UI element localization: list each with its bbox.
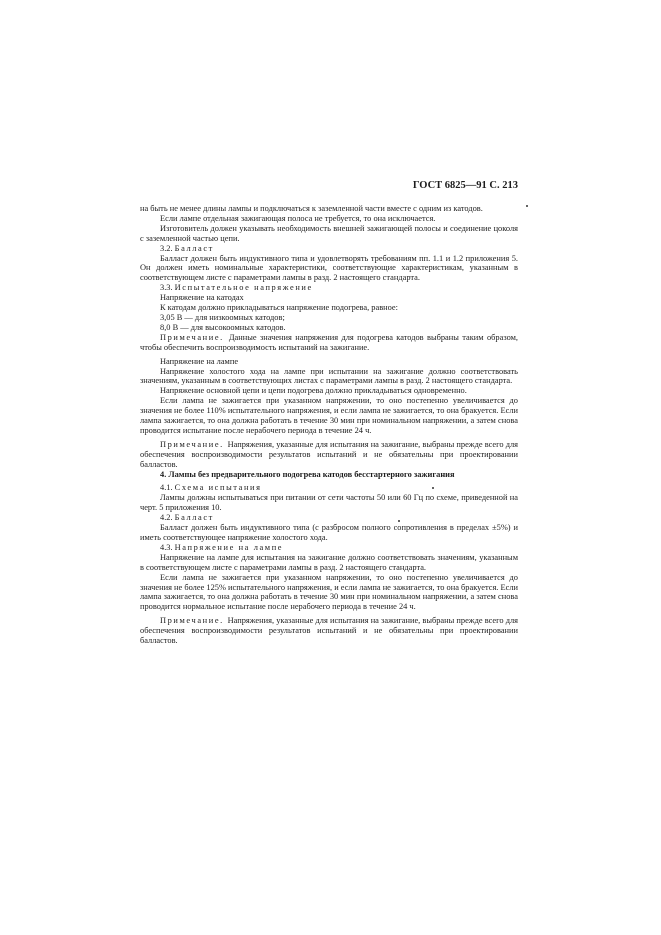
paragraph: К катодам должно прикладываться напряжение подогрева, равное:	[160, 303, 398, 313]
page-header: ГОСТ 6825—91 С. 213	[412, 180, 518, 191]
section-heading: 3.2. Балласт	[160, 243, 214, 253]
paragraph: Лампы должны испытываться при питании от сети частоты 50 или 60 Гц по схеме, приведенной на черт. 5 приложения 10.	[140, 493, 518, 513]
note: Примечание. Напряжения, указанные для испытания на зажигание, выбраны прежде всего для обеспечения воспроизводимости результатов испытаний и не обязательны при проектировании балластов.	[140, 616, 518, 646]
subheading: Напряжение на катодах	[160, 293, 244, 303]
paragraph: Изготовитель должен указывать необходимость внешней зажигающей полосы и соединение цоколя с заземленной частью цепи.	[140, 223, 518, 243]
document-body	[140, 204, 518, 646]
paragraph: Балласт должен быть индуктивного типа и удовлетворять требованиям пп. 1.1 и 1.2 приложения 5. Он должен иметь номинальные характеристики, соответствующие характеристикам, указанным в соответствующем листе с параметрами лампы в разд. 2 настоящего стандарта.	[140, 253, 518, 283]
scan-speck	[432, 487, 434, 489]
subheading: Напряжение на лампе	[160, 356, 239, 366]
paragraph: Напряжение на лампе для испытания на зажигание должно соответствовать значениям, указанным в соответствующем листе с параметрами лампы в разд. 2 настоящего стандарта.	[140, 552, 518, 572]
paragraph: Если лампа не зажигается при указанном напряжении, то оно постепенно увеличивается до значения не более 110% испытательного напряжения, и если лампа не зажигается, то она бракуется. Если лампа зажигается, то она должна работать в течение 30 мин при номинальном напряжении, а затем снова проводится испытание после нерабочего периода в течение 24 ч.	[140, 396, 518, 435]
section-heading: 4.2. Балласт	[160, 513, 214, 523]
scan-speck	[398, 520, 400, 522]
list-item: 8,0 В — для высокоомных катодов.	[160, 322, 286, 332]
scan-speck	[526, 205, 528, 207]
note: Примечание. Данные значения напряжения для подогрева катодов выбраны таким образом, чтобы обеспечить воспроизводимость испытаний на зажигание.	[140, 332, 519, 352]
section-heading: 4.1. Схема испытания	[160, 483, 262, 493]
note: Примечание. Напряжения, указанные для испытания на зажигание, выбраны прежде всего для обеспечения воспроизводимости результатов испытаний и не обязательны при проектировании балластов.	[140, 439, 518, 469]
section-heading: 4.3. Напряжение на лампе	[160, 542, 284, 552]
section-heading: 4. Лампы без предварительного подогрева катодов бесстартерного зажигания	[160, 469, 455, 479]
paragraph: Напряжение холостого хода на лампе при испытании на зажигание должно соответствовать значениям, указанным в соответствующих листах с параметрами лампы в разд. 2 настоящего стандарта.	[140, 366, 518, 386]
paragraph: Балласт должен быть индуктивного типа (с разбросом полного сопротивления в пределах ±5%) и иметь соответствующее напряжение холостого хода.	[140, 523, 518, 542]
paragraph: Напряжение основной цепи и цепи подогрева должно прикладываться одновременно.	[160, 386, 467, 396]
paragraph: на быть не менее длины лампы и подключаться к заземленной части вместе с одним из катодов.	[140, 204, 483, 213]
list-item: 3,05 В — для низкоомных катодов;	[160, 312, 285, 322]
paragraph: Если лампа не зажигается при указанном напряжении, то оно постепенно увеличивается до значения не более 125% испытательного напряжения, и если лампа не зажигается, то она бракуется. Если лампа зажигается, то она должна работать в течение 30 мин при номинальном напряжении, а затем снова проводится нормальное испытание после нерабочего периода в течение 24 ч.	[140, 572, 518, 612]
paragraph: Если лампе отдельная зажигающая полоса не требуется, то она исключается.	[160, 213, 436, 223]
section-heading: 3.3. Испытательное напряжение	[160, 283, 313, 293]
